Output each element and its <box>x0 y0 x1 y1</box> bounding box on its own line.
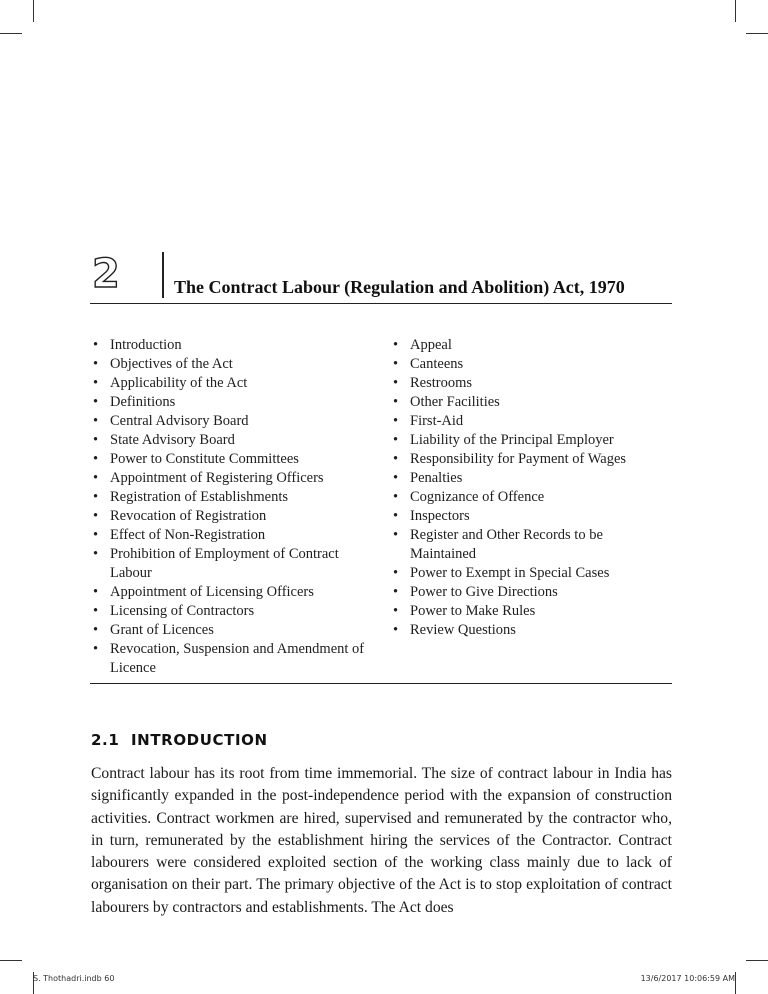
footer-file: S. Thothadri.indb 60 <box>33 974 115 983</box>
contents-item: • Review Questions <box>391 621 653 640</box>
crop-mark <box>0 33 22 34</box>
crop-mark <box>735 972 736 994</box>
crop-mark <box>746 960 768 961</box>
contents-item: • Other Facilities <box>391 393 653 412</box>
footer-timestamp: 13/6/2017 10:06:59 AM <box>640 974 735 983</box>
title-divider <box>162 252 164 298</box>
body-paragraph: Contract labour has its root from time immemorial. The size of contract labour in India has significantly expanded in the post-independence period with the expansion of construction activities. Contract workmen are hired, supervised and remunerated by the contractor who, in turn, remunerated by the establishment hiring the services of the Contractor. Contract labourers were considered exploited section of the working class mainly due to lack of organisation on their part. The primary objective of the Act is to stop exploitation of contract labourers by contractors and establishments. The Act does <box>91 765 672 916</box>
contents-item: • Liability of the Principal Employer <box>391 431 653 450</box>
crop-mark <box>735 0 736 22</box>
contents-item: • Responsibility for Payment of Wages <box>391 450 653 469</box>
section-number: 2.1 <box>91 731 120 749</box>
contents-item: • Revocation of Registration <box>91 507 376 526</box>
crop-mark <box>33 0 34 22</box>
contents-item: • Appeal <box>391 336 653 355</box>
contents-item: • Restrooms <box>391 374 653 393</box>
contents-list-left <box>91 336 376 678</box>
contents-item: • Inspectors <box>391 507 653 526</box>
contents-item: • Canteens <box>391 355 653 374</box>
contents-item: • Central Advisory Board <box>91 412 376 431</box>
contents-item: • Power to Make Rules <box>391 602 653 621</box>
contents-item: • Appointment of Registering Officers <box>91 469 376 488</box>
contents-item: • Grant of Licences <box>91 621 376 640</box>
contents-item: • First-Aid <box>391 412 653 431</box>
top-rule <box>90 303 672 304</box>
contents-item: • Power to Exempt in Special Cases <box>391 564 653 583</box>
crop-mark <box>0 960 22 961</box>
contents-item: • Penalties <box>391 469 653 488</box>
contents-item: • Cognizance of Offence <box>391 488 653 507</box>
contents-item: • Revocation, Suspension and Amendment of Licence <box>91 640 376 678</box>
contents-item: • Registration of Establishments <box>91 488 376 507</box>
contents-item: • Power to Give Directions <box>391 583 653 602</box>
contents-list-right <box>391 336 653 640</box>
section-title: INTRODUCTION <box>131 731 268 749</box>
contents-item: • Introduction <box>91 336 376 355</box>
contents-item: • Effect of Non-Registration <box>91 526 376 545</box>
contents-item: • Objectives of the Act <box>91 355 376 374</box>
bottom-rule <box>90 683 672 684</box>
contents-item: • Applicability of the Act <box>91 374 376 393</box>
chapter-title: The Contract Labour (Regulation and Abolition) Act, 1970 <box>174 277 625 297</box>
section-heading <box>91 731 268 749</box>
contents-item: • Definitions <box>91 393 376 412</box>
contents-item: • State Advisory Board <box>91 431 376 450</box>
contents-item: • Register and Other Records to be Maintained <box>391 526 653 564</box>
contents-item: • Licensing of Contractors <box>91 602 376 621</box>
crop-mark <box>746 33 768 34</box>
contents-item: • Power to Constitute Committees <box>91 450 376 469</box>
contents-item: • Appointment of Licensing Officers <box>91 583 376 602</box>
contents-item: • Prohibition of Employment of Contract Labour <box>91 545 376 583</box>
chapter-number: 2 <box>92 251 121 297</box>
